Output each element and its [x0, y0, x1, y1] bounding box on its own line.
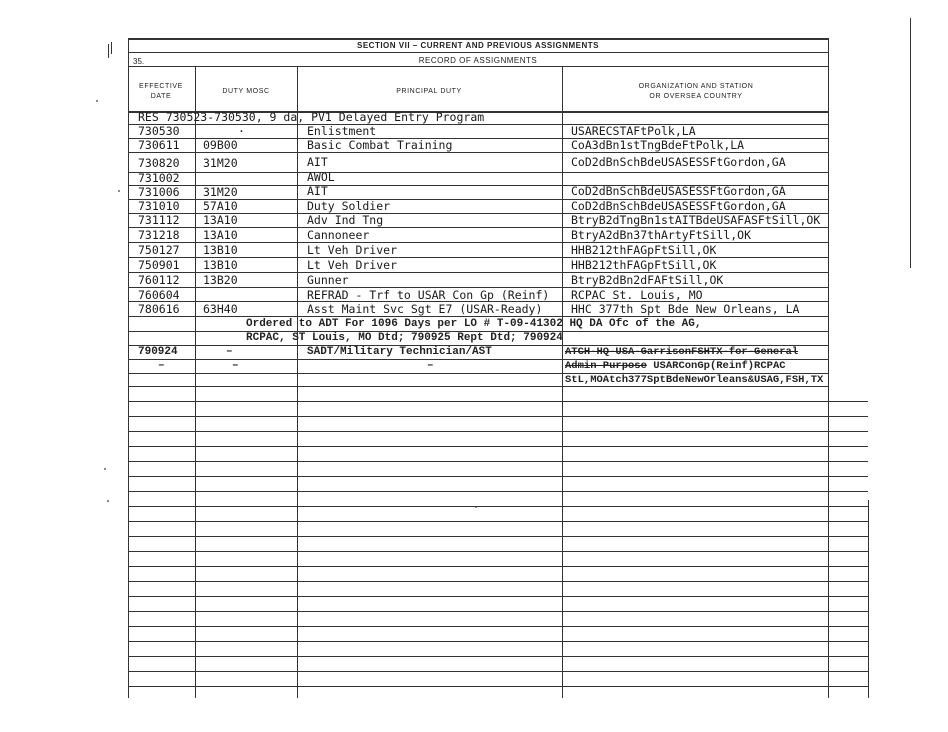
principal-duty: Lt Veh Driver — [307, 243, 398, 257]
effective-date: 780616 — [138, 302, 180, 316]
principal-duty: SADT/Military Technician/AST — [307, 346, 492, 358]
organization: StL,MOAtch377SptBdeNewOrleans&USAG,FSH,TX — [565, 374, 824, 386]
column-header-line: DATE — [150, 93, 172, 100]
organization: CoD2dBnSchBdeUSASESSFtGordon,GA — [571, 199, 786, 213]
effective-date: 731218 — [138, 228, 180, 242]
column-header-effective-date — [130, 82, 192, 102]
row-rule — [128, 596, 868, 597]
organization — [565, 359, 786, 373]
principal-duty: Basic Combat Training — [307, 138, 453, 152]
effective-date: 730530 — [138, 124, 180, 138]
row-rule — [128, 172, 828, 173]
organization-struck: ATCH-HQ-USA-GarrisonFSHTX-for-General — [565, 346, 799, 358]
row-rule — [128, 656, 868, 657]
row-rule — [128, 491, 868, 492]
principal-duty: AIT — [307, 184, 328, 198]
row-rule — [128, 401, 868, 402]
margin-mark — [108, 44, 109, 58]
duty-mosc: – — [232, 360, 239, 372]
row-rule — [128, 641, 868, 642]
column-header-duty-mosc: DUTY MOSC — [222, 88, 270, 95]
principal-duty: Lt Veh Driver — [307, 258, 398, 272]
organization: HHB212thFAGpFtSill,OK — [571, 258, 717, 272]
duty-mosc: 31M20 — [203, 185, 238, 199]
section-title: SECTION VII – CURRENT AND PREVIOUS ASSIGNMENTS — [357, 41, 599, 50]
scan-speck — [475, 507, 477, 508]
right-border — [828, 38, 829, 698]
item-number: 35. — [133, 57, 145, 66]
principal-duty: Cannoneer — [307, 228, 370, 242]
duty-mosc: · — [238, 124, 245, 138]
effective-date: – — [158, 360, 165, 372]
row-rule — [128, 581, 868, 582]
column-header-line: EFFECTIVE — [139, 83, 183, 90]
effective-date: 750127 — [138, 243, 180, 257]
effective-date: 731112 — [138, 213, 180, 227]
principal-duty: Enlistment — [307, 124, 377, 138]
principal-duty: Adv Ind Tng — [307, 213, 384, 227]
entry-note-adt-order: Ordered to ADT For 1096 Days per LO # T-09-41302 HQ DA Ofc of the AG, — [246, 318, 702, 330]
scan-speck — [118, 190, 120, 192]
row-rule — [128, 626, 868, 627]
duty-mosc: – — [226, 346, 233, 358]
effective-date: 760112 — [138, 273, 180, 287]
duty-mosc: 09B00 — [203, 138, 238, 152]
organization: BtryA2dBn37thArtyFtSill,OK — [571, 228, 752, 242]
column-divider — [195, 66, 196, 698]
row-rule — [128, 551, 868, 552]
column-header-organization — [564, 82, 828, 102]
column-header-line: ORGANIZATION AND STATION — [638, 83, 754, 90]
scan-speck — [104, 468, 106, 470]
duty-mosc: 57A10 — [203, 199, 238, 213]
principal-duty: REFRAD - Trf to USAR Con Gp (Reinf) — [307, 288, 550, 302]
effective-date: 790924 — [138, 346, 178, 358]
row-rule — [128, 431, 868, 432]
column-header-line: OR OVERSEA COUNTRY — [649, 93, 743, 100]
principal-duty: Duty Soldier — [307, 199, 391, 213]
duty-mosc: 13A10 — [203, 213, 238, 227]
principal-duty: AIT — [307, 155, 328, 169]
duty-mosc: 13B20 — [203, 273, 238, 287]
effective-date: 760604 — [138, 288, 180, 302]
duty-mosc: 31M20 — [203, 156, 238, 170]
principal-duty: – — [427, 360, 434, 372]
page-edge-line — [868, 500, 869, 698]
effective-date: 731006 — [138, 185, 180, 199]
organization: CoD2dBnSchBdeUSASESSFtGordon,GA — [571, 155, 786, 169]
organization: BtryB2dBn2dFAFtSill,OK — [571, 273, 724, 287]
organization: USARECSTAFtPolk,LA — [571, 124, 696, 138]
principal-duty: AWOL — [307, 170, 335, 184]
effective-date: 731002 — [138, 171, 180, 185]
rule — [128, 66, 828, 67]
column-divider — [297, 66, 298, 698]
organization-text: USARConGp(Reinf)RCPAC — [653, 360, 786, 372]
organization: RCPAC St. Louis, MO — [571, 288, 703, 302]
scan-speck — [107, 500, 109, 502]
column-divider — [562, 66, 563, 698]
row-rule — [128, 461, 868, 462]
organization: CoD2dBnSchBdeUSASESSFtGordon,GA — [571, 184, 786, 198]
effective-date: 730820 — [138, 156, 180, 170]
row-rule — [128, 476, 868, 477]
organization: CoA3dBn1stTngBdeFtPolk,LA — [571, 138, 745, 152]
principal-duty: Gunner — [307, 273, 349, 287]
row-rule — [128, 671, 868, 672]
left-border — [128, 38, 129, 698]
column-header-principal-duty: PRINCIPAL DUTY — [396, 88, 462, 95]
effective-date: 731010 — [138, 199, 180, 213]
row-rule — [128, 152, 828, 153]
organization: HHB212thFAGpFtSill,OK — [571, 243, 717, 257]
top-border — [128, 38, 828, 40]
organization: BtryB2dTngBn1stAITBdeUSAFASFtSill,OK — [571, 213, 821, 227]
margin-mark — [111, 42, 112, 54]
organization-struck: Admin Purpose — [565, 360, 647, 372]
rule — [128, 52, 828, 53]
row-rule — [128, 506, 868, 507]
duty-mosc: 13B10 — [203, 258, 238, 272]
scan-speck — [96, 100, 98, 102]
entry-note-delayed-entry: RES 730523-730530, 9 da, PV1 Delayed Entry Program — [138, 110, 485, 124]
principal-duty: Asst Maint Svc Sgt E7 (USAR-Ready) — [307, 302, 543, 316]
page-edge-line — [910, 18, 911, 268]
row-rule — [128, 124, 828, 125]
duty-mosc: 63H40 — [203, 302, 238, 316]
row-rule — [128, 446, 868, 447]
row-rule — [128, 566, 868, 567]
organization: HHC 377th Spt Bde New Orleans, LA — [571, 302, 800, 316]
row-rule — [128, 536, 868, 537]
effective-date: 730611 — [138, 138, 180, 152]
duty-mosc: 13A10 — [203, 228, 238, 242]
row-rule — [128, 686, 868, 687]
row-rule — [128, 521, 868, 522]
effective-date: 750901 — [138, 258, 180, 272]
row-rule — [128, 611, 868, 612]
duty-mosc: 13B10 — [203, 243, 238, 257]
record-title: RECORD OF ASSIGNMENTS — [418, 56, 538, 65]
row-rule — [128, 416, 868, 417]
entry-note-report-dates: RCPAC, ST Louis, MO Dtd; 790925 Rept Dtd; 790924 — [246, 332, 563, 344]
